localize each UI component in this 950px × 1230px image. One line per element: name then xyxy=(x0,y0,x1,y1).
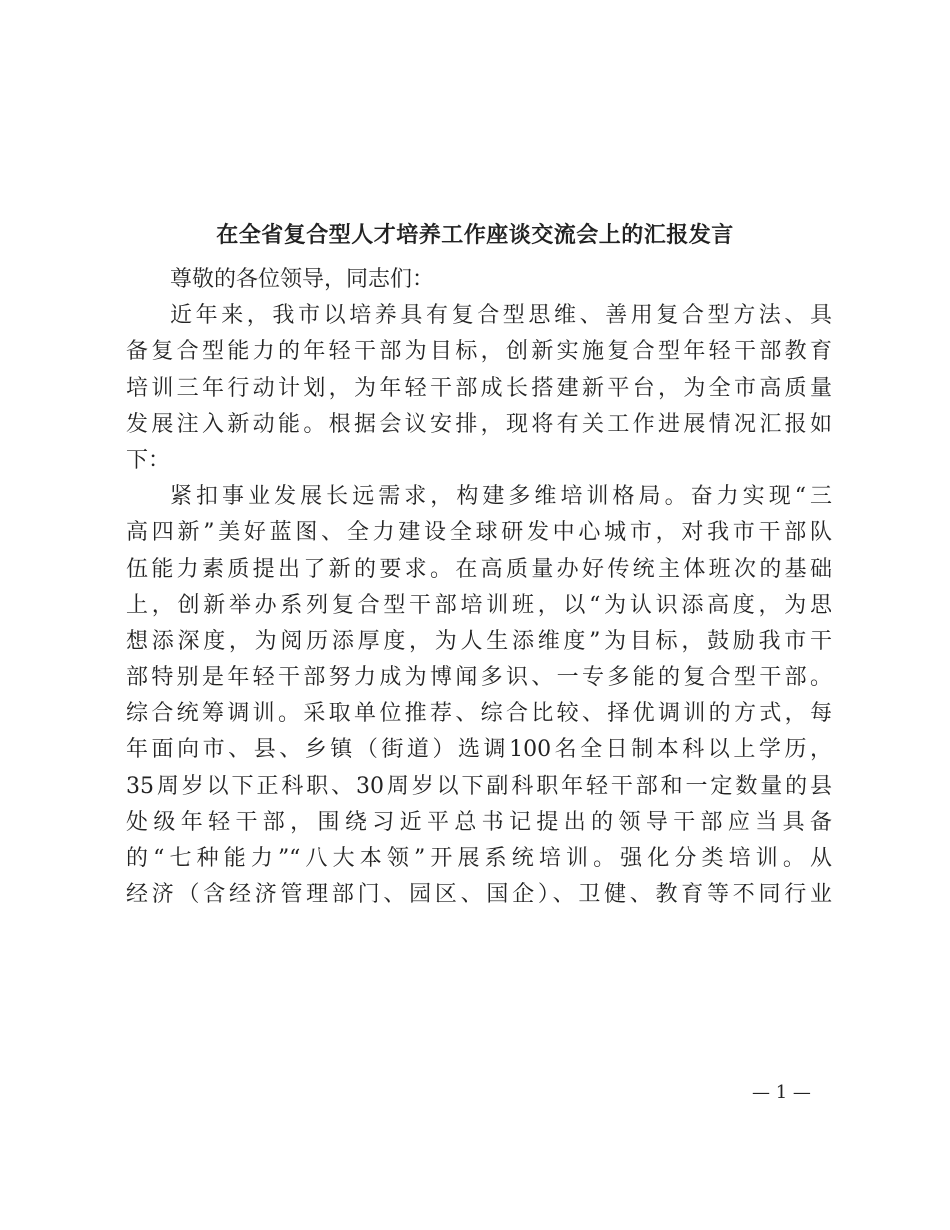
text-line: 近年来，我市以培养具有复合型思维、善用复合型方法、具 xyxy=(170,303,832,329)
text-line: 处级年轻干部，围绕习近平总书记提出的领导干部应当具备 xyxy=(126,809,832,835)
document-title: 在全省复合型人才培养工作座谈交流会上的汇报发言 xyxy=(216,222,734,248)
salutation-line: 尊敬的各位领导，同志们： xyxy=(170,267,435,292)
text-line: 部特别是年轻干部努力成为博闻多识、一专多能的复合型干部。 xyxy=(126,665,832,691)
text-line: 高四新”美好蓝图、全力建设全球研发中心城市，对我市干部队 xyxy=(126,520,832,546)
text-line: 上，创新举办系列复合型干部培训班，以“为认识添高度，为思 xyxy=(126,592,832,618)
page-number: — 1 — xyxy=(752,1082,811,1103)
text-line: 发展注入新动能。根据会议安排，现将有关工作进展情况汇报如 xyxy=(126,411,832,437)
text-line: 备复合型能力的年轻干部为目标，创新实施复合型年轻干部教育 xyxy=(126,339,832,365)
text-line: 综合统筹调训。采取单位推荐、综合比较、择优调训的方式，每 xyxy=(126,701,832,727)
text-line: 经济（含经济管理部门、园区、国企）、卫健、教育等不同行业 xyxy=(126,882,832,908)
text-line: 年面向市、县、乡镇（街道）选调100名全日制本科以上学历， xyxy=(126,737,832,763)
text-line: 的“七种能力”“八大本领”开展系统培训。强化分类培训。从 xyxy=(126,846,832,871)
text-line: 培训三年行动计划，为年轻干部成长搭建新平台，为全市高质量 xyxy=(126,375,832,401)
text-line: 下： xyxy=(126,447,171,473)
text-line: 35周岁以下正科职、30周岁以下副科职年轻干部和一定数量的县 xyxy=(126,773,832,799)
text-line: 想添深度，为阅历添厚度，为人生添维度”为目标，鼓励我市干 xyxy=(126,628,832,654)
text-line: 紧扣事业发展长远需求，构建多维培训格局。奋力实现“三 xyxy=(170,484,832,510)
text-line: 伍能力素质提出了新的要求。在高质量办好传统主体班次的基础 xyxy=(126,556,832,582)
document-body xyxy=(126,262,832,913)
